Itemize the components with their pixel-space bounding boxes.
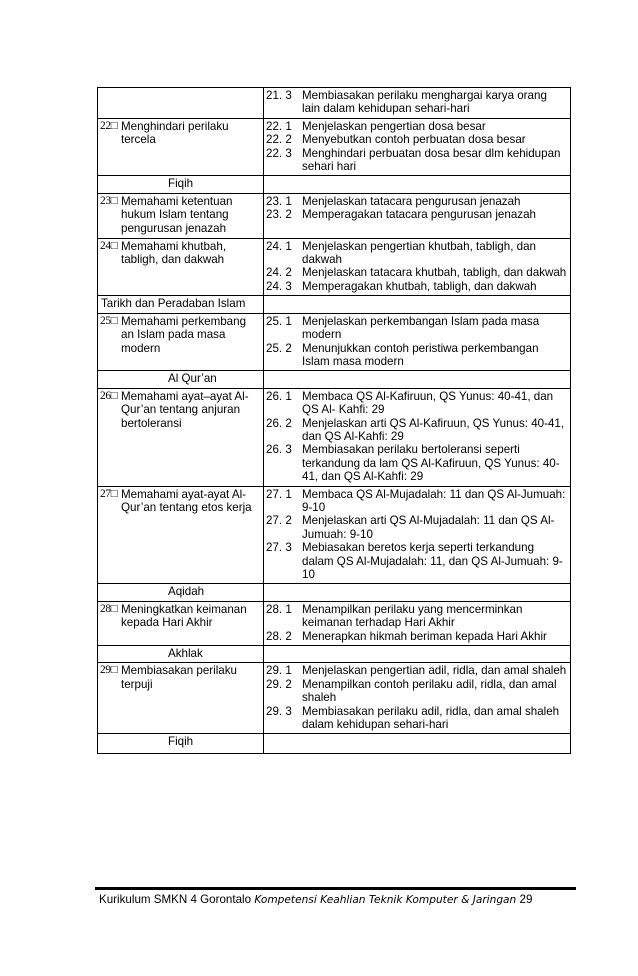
- section-empty-cell: [264, 176, 571, 193]
- indicator-item: [266, 120, 568, 133]
- section-label-cell: [98, 176, 264, 193]
- competency-row: [98, 388, 571, 486]
- indicator-number: 25. 2: [266, 341, 292, 355]
- indicator-number: 24. 2: [266, 266, 292, 280]
- page-footer: [99, 893, 532, 906]
- section-empty-cell: [264, 296, 571, 313]
- competency-cell: [98, 313, 264, 371]
- indicator-item: [266, 208, 568, 221]
- indicator-number: 26. 2: [266, 416, 292, 430]
- competency-row: [98, 238, 571, 296]
- competency-row: [98, 313, 571, 371]
- indicator-item: [266, 603, 568, 630]
- missing-glyph-icon: □: [110, 389, 118, 402]
- competency-cell: [98, 486, 264, 584]
- missing-glyph-icon: □: [110, 194, 118, 207]
- indicator-item: [266, 280, 568, 293]
- indicator-item: [266, 133, 568, 146]
- competency-number: 26: [100, 389, 111, 402]
- section-label-cell: [98, 296, 264, 313]
- section-label-cell: [98, 584, 264, 601]
- competency-number: 22: [100, 119, 111, 132]
- indicator-item: [266, 390, 568, 417]
- section-label-cell: [98, 371, 264, 388]
- section-label: Aqidah: [168, 585, 205, 599]
- indicator-item: [266, 630, 568, 643]
- indicator-text: Memperagakan tatacara pengurusan jenazah: [302, 208, 536, 222]
- indicator-number: 24. 1: [266, 239, 292, 253]
- indicator-number: 28. 2: [266, 629, 292, 643]
- competency-number: 27: [100, 487, 111, 500]
- competency-label: Memahami ayat–ayat Al-Qur’an tentang anjuran bertoleransi: [121, 389, 249, 430]
- indicator-cell: [264, 601, 571, 645]
- indicator-cell: [264, 388, 571, 486]
- indicator-cell: [264, 313, 571, 371]
- competency-label: Memahami perkembang an Islam pada masa modern: [121, 314, 247, 355]
- section-label: Akhlak: [168, 647, 203, 661]
- indicator-number: 27. 2: [266, 514, 292, 528]
- indicator-text: Menampilkan perilaku yang mencerminkan keimanan terhadap Hari Akhir: [302, 602, 523, 630]
- indicator-text: Menyebutkan contoh perbuatan dosa besar: [302, 133, 526, 147]
- indicator-number: 22. 3: [266, 146, 292, 160]
- competency-row: [98, 88, 571, 119]
- competency-cell: [98, 388, 264, 486]
- indicator-text: Menerapkan hikmah beriman kepada Hari Akhir: [302, 629, 547, 643]
- indicator-text: Menampilkan contoh perilaku adil, ridla, dan amal shaleh: [302, 677, 557, 705]
- indicator-text: Menjelaskan perkembangan Islam pada masa modern: [302, 314, 540, 342]
- section-empty-cell: [264, 646, 571, 663]
- indicator-number: 29. 3: [266, 704, 292, 718]
- indicator-item: [266, 541, 568, 581]
- indicator-number: 22. 1: [266, 119, 292, 133]
- competency-row: [98, 193, 571, 238]
- section-row: [98, 584, 571, 601]
- indicator-text: Membiasakan perilaku menghargai karya orang lain dalam kehidupan sehari-hari: [302, 89, 547, 116]
- section-row: [98, 296, 571, 313]
- competency-number: 28: [100, 602, 111, 615]
- missing-glyph-icon: □: [110, 664, 118, 677]
- competency-cell: [98, 118, 264, 176]
- indicator-text: Memperagakan khutbah, tabligh, dan dakwah: [302, 279, 537, 293]
- indicator-item: [266, 705, 568, 732]
- section-row: [98, 734, 571, 754]
- competency-label: Memahami ketentuan hukum Islam tentang pengurusan jenazah: [121, 194, 233, 235]
- competency-cell: [98, 238, 264, 296]
- indicator-item: [266, 514, 568, 541]
- missing-glyph-icon: □: [110, 487, 118, 500]
- section-empty-cell: [264, 584, 571, 601]
- indicator-number: 27. 1: [266, 487, 292, 501]
- indicator-number: 27. 3: [266, 541, 292, 555]
- section-empty-cell: [264, 371, 571, 388]
- indicator-item: [266, 315, 568, 342]
- missing-glyph-icon: □: [110, 119, 118, 132]
- indicator-text: Menjelaskan tatacara khutbah, tabligh, dan dakwah: [302, 266, 567, 280]
- indicator-cell: [264, 486, 571, 584]
- footer-school: Kurikulum SMKN 4 Gorontalo: [99, 893, 252, 906]
- indicator-item: [266, 488, 568, 515]
- indicator-item: [266, 678, 568, 705]
- missing-glyph-icon: □: [110, 314, 118, 327]
- competency-row: [98, 486, 571, 584]
- competency-number: 24: [100, 239, 111, 252]
- indicator-cell: [264, 88, 571, 119]
- competency-table: [97, 87, 571, 754]
- indicator-text: Membiasakan perilaku adil, ridla, dan amal shaleh dalam kehidupan sehari-hari: [302, 704, 560, 732]
- indicator-number: 21. 3: [266, 89, 292, 102]
- competency-row: [98, 663, 571, 734]
- section-label: Tarikh dan Peradaban Islam: [101, 297, 246, 311]
- competency-cell: [98, 193, 264, 238]
- page-number: 29: [519, 893, 533, 906]
- indicator-item: [266, 89, 568, 116]
- indicator-cell: [264, 118, 571, 176]
- indicator-number: 22. 2: [266, 133, 292, 147]
- indicator-text: Menunjukkan contoh peristiwa perkembangan Islam masa modern: [302, 341, 539, 368]
- competency-row: [98, 118, 571, 176]
- competency-cell: [98, 663, 264, 734]
- indicator-cell: [264, 193, 571, 238]
- indicator-item: [266, 342, 568, 369]
- indicator-cell: [264, 663, 571, 734]
- section-row: [98, 646, 571, 663]
- section-row: [98, 176, 571, 193]
- competency-number: 23: [100, 194, 111, 207]
- indicator-item: [266, 195, 568, 208]
- indicator-text: Menjelaskan arti QS Al-Mujadalah: 11 dan QS Al-Jumuah: 9-10: [302, 514, 555, 541]
- indicator-text: Membaca QS Al-Kafiruun, QS Yunus: 40-41, dan QS Al- Kahfi: 29: [302, 389, 554, 417]
- competency-label: Memahami khutbah, tabligh, dan dakwah: [121, 239, 227, 267]
- indicator-number: 29. 1: [266, 664, 292, 678]
- section-label: Al Qur’an: [168, 372, 217, 386]
- indicator-number: 29. 2: [266, 677, 292, 691]
- indicator-text: Membiasakan perilaku bertoleransi seperti terkandung da lam QS Al-Kafiruun, QS Yunus: 40-41, dan QS Al-Kahfi: 29: [302, 443, 560, 484]
- section-label: Fiqih: [168, 735, 194, 749]
- indicator-number: 26. 3: [266, 443, 292, 457]
- missing-glyph-icon: □: [110, 602, 118, 615]
- indicator-text: Menjelaskan pengertian khutbah, tabligh, dan dakwah: [302, 239, 536, 267]
- indicator-text: Menjelaskan pengertian adil, ridla, dan amal shaleh: [302, 664, 567, 678]
- indicator-number: 23. 1: [266, 194, 292, 208]
- footer-rule: [95, 887, 576, 890]
- indicator-number: 26. 1: [266, 389, 292, 403]
- competency-label: Membiasakan perilaku terpuji: [121, 664, 237, 691]
- section-label-cell: [98, 734, 264, 754]
- competency-row: [98, 601, 571, 645]
- indicator-text: Mebiasakan beretos kerja seperti terkandung dalam QS Al-Mujadalah: 11, dan QS Al-Jumuah: 9-10: [302, 541, 563, 581]
- indicator-item: [266, 443, 568, 483]
- competency-number: 25: [100, 314, 111, 327]
- competency-cell: [98, 88, 264, 119]
- indicator-text: Menjelaskan pengertian dosa besar: [302, 119, 486, 133]
- indicator-number: 28. 1: [266, 602, 292, 616]
- indicator-text: Menjelaskan arti QS Al-Kafiruun, QS Yunus: 40-41, dan QS Al-Kahfi: 29: [302, 416, 565, 443]
- indicator-text: Menghindari perbuatan dosa besar dlm kehidupan sehari hari: [302, 146, 561, 174]
- competency-cell: [98, 601, 264, 645]
- indicator-number: 24. 3: [266, 279, 292, 293]
- missing-glyph-icon: □: [110, 239, 118, 252]
- indicator-cell: [264, 238, 571, 296]
- section-label-cell: [98, 646, 264, 663]
- indicator-text: Membaca QS Al-Mujadalah: 11 dan QS Al-Jumuah: 9-10: [302, 487, 566, 514]
- footer-program: Kompetensi Keahlian Teknik Komputer & Jaringan: [254, 894, 517, 906]
- section-row: [98, 371, 571, 388]
- indicator-number: 25. 1: [266, 314, 292, 328]
- indicator-item: [266, 417, 568, 444]
- competency-number: 29: [100, 664, 111, 677]
- competency-label: Memahami ayat-ayat Al-Qur’an tentang etos kerja: [121, 487, 252, 514]
- competency-label: Meningkatkan keimanan kepada Hari Akhir: [121, 602, 247, 630]
- section-label: Fiqih: [168, 177, 194, 191]
- indicator-item: [266, 664, 568, 677]
- indicator-text: Menjelaskan tatacara pengurusan jenazah: [302, 194, 521, 208]
- indicator-item: [266, 240, 568, 267]
- indicator-item: [266, 147, 568, 174]
- section-empty-cell: [264, 734, 571, 754]
- indicator-number: 23. 2: [266, 208, 292, 222]
- competency-label: Menghindari perilaku tercela: [121, 119, 229, 147]
- indicator-item: [266, 266, 568, 279]
